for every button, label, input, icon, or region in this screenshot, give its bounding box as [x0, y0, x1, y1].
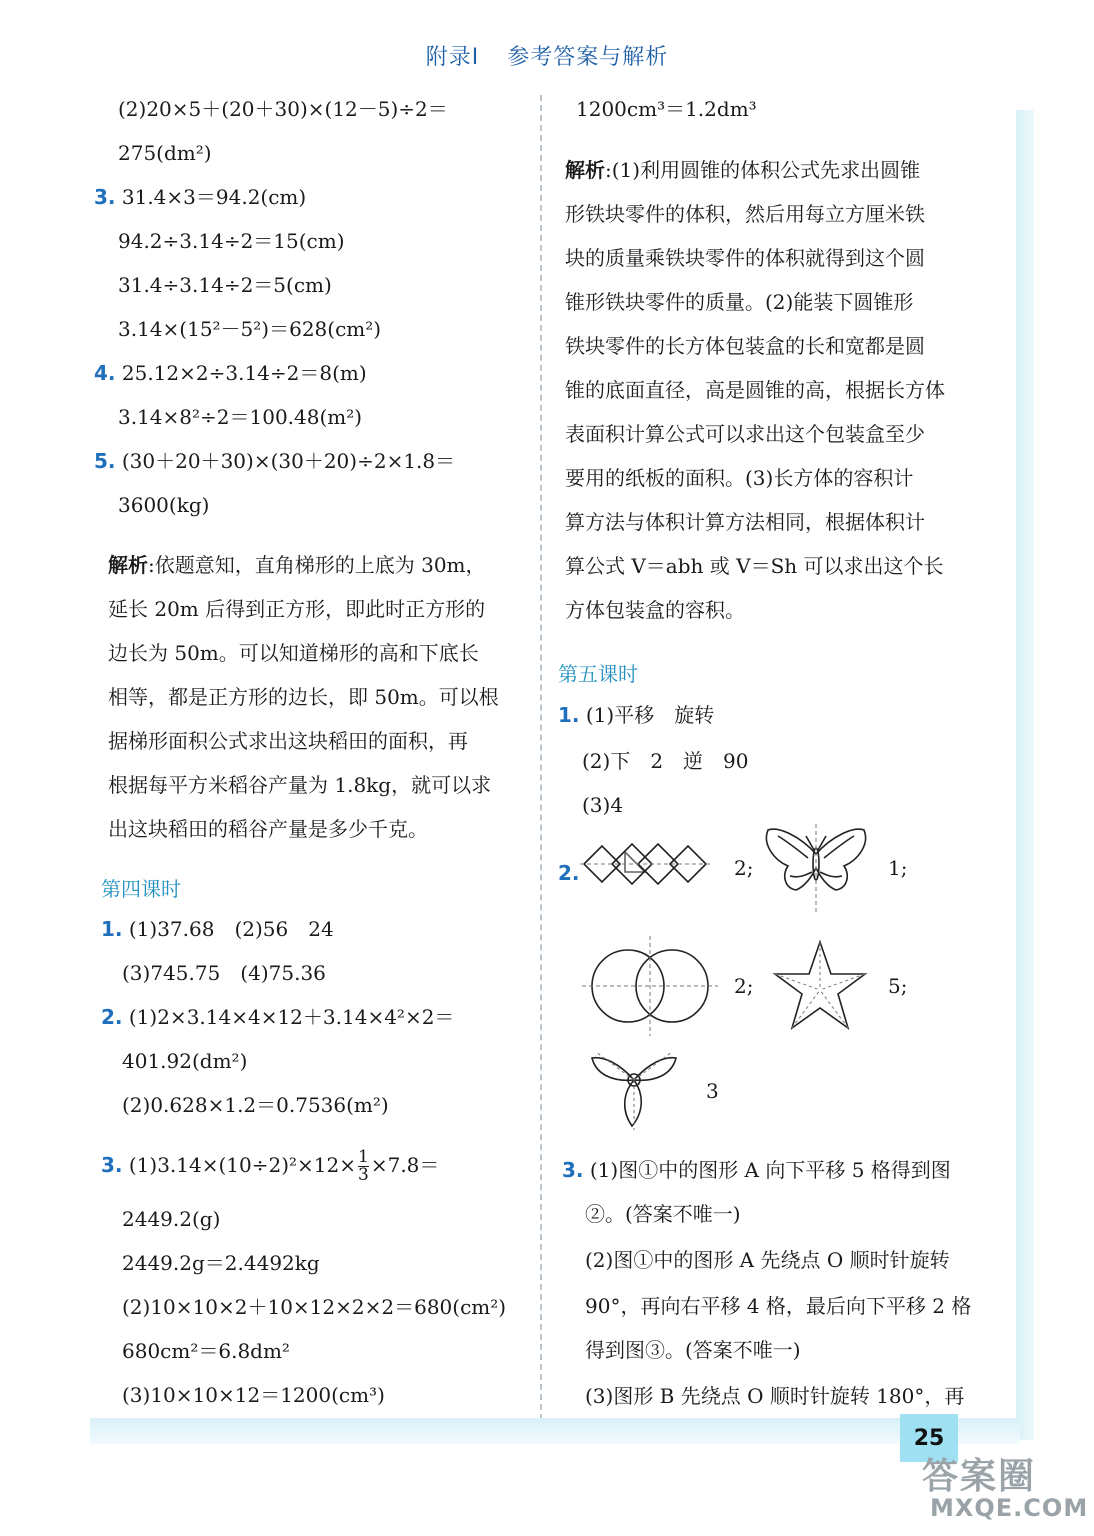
question-number: 4. [94, 361, 116, 385]
watermark-logo: 答案圈 [922, 1456, 1037, 1497]
question-number: 1. [558, 703, 580, 727]
answer-line: 1. (1)平移 旋转 [558, 703, 715, 727]
figure-label: 2; [734, 856, 754, 880]
answer-line: 3600(kg) [118, 493, 210, 517]
question-number: 1. [101, 917, 123, 941]
analysis-text: 相等，都是正方形的边长，即 50m。可以根 [108, 685, 499, 709]
figure-label: 3 [706, 1079, 719, 1103]
answer-line: (2)图①中的图形 A 先绕点 O 顺时针旋转 [585, 1248, 950, 1272]
answer-line: 3. (1)3.14×(10÷2)²×12× $\frac{1}{3}$ ×7.8＝ [101, 1147, 440, 1185]
answer-line: (3)4 [582, 793, 624, 817]
answer-line: (3)745.75 (4)75.36 [122, 961, 326, 985]
answer-line: 1200cm³＝1.2dm³ [576, 97, 757, 121]
answer-line: 680cm²＝6.8dm² [122, 1339, 290, 1363]
figure-label: 1; [888, 856, 908, 880]
answer-line: 得到图③。(答案不唯一) [585, 1338, 801, 1362]
bottom-decoration [90, 1418, 1020, 1444]
analysis-text: 形铁块零件的体积，然后用每立方厘米铁 [565, 202, 925, 226]
answer-line: 3. 31.4×3＝94.2(cm) [94, 185, 307, 209]
analysis-text: 锥形铁块零件的质量。(2)能装下圆锥形 [565, 290, 914, 314]
watermark-url: MXQE.COM [930, 1494, 1089, 1522]
analysis-text: 锥的底面直径，高是圆锥的高，根据长方体 [565, 378, 945, 402]
analysis-text: 要用的纸板的面积。(3)长方体的容积计 [565, 466, 914, 490]
answer-line: ②。(答案不唯一) [585, 1202, 741, 1226]
answer-line: (3)图形 B 先绕点 O 顺时针旋转 180°，再 [585, 1384, 965, 1408]
answer-line: 2. (1)2×3.14×4×12＋3.14×4²×2＝ [101, 1005, 455, 1029]
page-header [0, 40, 1094, 71]
analysis-label: 解析 [565, 158, 605, 182]
answer-line: (2)10×10×2＋10×12×2×2＝680(cm²) [122, 1295, 507, 1319]
analysis-text: 根据每平方米稻谷产量为 1.8kg，就可以求 [108, 773, 492, 797]
answer-line: 5. (30＋20＋30)×(30＋20)÷2×1.8＝ [94, 449, 456, 473]
question-number: 2. [558, 861, 580, 885]
analysis-text: 算方法与体积计算方法相同，根据体积计 [565, 510, 925, 534]
answer-line: 3. (1)图①中的图形 A 向下平移 5 格得到图 [562, 1158, 951, 1182]
answer-line: (2)0.628×1.2＝0.7536(m²) [122, 1093, 389, 1117]
analysis-text: :依题意知，直角梯形的上底为 30m， [148, 553, 486, 577]
answer-line: 4. 25.12×2÷3.14÷2＝8(m) [94, 361, 367, 385]
answer-line: 90°，再向右平移 4 格，最后向下平移 2 格 [585, 1294, 972, 1318]
answer-line: 275(dm²) [118, 141, 212, 165]
analysis-text: 出这块稻田的稻谷产量是多少千克。 [108, 817, 428, 841]
overlapping-circles-figure [582, 936, 718, 1036]
butterfly-figure [760, 824, 872, 914]
analysis-text: 块的质量乘铁块零件的体积就得到这个圆 [565, 246, 925, 270]
column-divider [540, 95, 542, 1430]
page-number: 25 [900, 1414, 958, 1462]
question-number-line [558, 861, 580, 885]
answer-line: (2)20×5＋(20＋30)×(12－5)÷2＝ [118, 97, 448, 121]
question-number: 3. [101, 1153, 123, 1177]
analysis-label: 解析 [108, 553, 148, 577]
answer-line: 31.4÷3.14÷2＝5(cm) [118, 273, 332, 297]
three-petal-figure [586, 1046, 682, 1130]
star-figure [770, 936, 870, 1036]
answer-line: 1. (1)37.68 (2)56 24 [101, 917, 334, 941]
answer-line: 94.2÷3.14÷2＝15(cm) [118, 229, 345, 253]
analysis-text: 表面积计算公式可以求出这个包装盒至少 [565, 422, 925, 446]
analysis-text: 算公式 V＝abh 或 V＝Sh 可以求出这个长 [565, 554, 944, 578]
question-number: 2. [101, 1005, 123, 1029]
header-title: 参考答案与解析 [507, 45, 669, 70]
analysis-text: :(1)利用圆锥的体积公式先求出圆锥 [605, 158, 921, 182]
section-title: 第四课时 [101, 877, 181, 901]
answer-line: 2449.2g＝2.4492kg [122, 1251, 320, 1275]
figure-label: 2; [734, 974, 754, 998]
knot-pattern-figure [580, 838, 710, 890]
analysis-text: 延长 20m 后得到正方形，即此时正方形的 [108, 597, 486, 621]
analysis-text: 铁块零件的长方体包装盒的长和宽都是圆 [565, 334, 925, 358]
fraction: $\frac{1}{3}$ [358, 1147, 369, 1185]
question-number: 5. [94, 449, 116, 473]
answer-line: 3.14×(15²－5²)＝628(cm²) [118, 317, 382, 341]
answer-line: (3)10×10×12＝1200(cm³) [122, 1383, 385, 1407]
header-appendix: 附录Ⅰ [425, 45, 480, 70]
section-title: 第五课时 [558, 662, 638, 686]
answer-line: 2449.2(g) [122, 1207, 221, 1231]
answer-line: 401.92(dm²) [122, 1049, 248, 1073]
answer-line: 3.14×8²÷2＝100.48(m²) [118, 405, 363, 429]
answer-line: (2)下 2 逆 90 [582, 749, 749, 773]
question-number: 3. [562, 1158, 584, 1182]
analysis-text: 据梯形面积公式求出这块稻田的面积，再 [108, 729, 468, 753]
side-decoration [1016, 110, 1034, 1440]
figure-label: 5; [888, 974, 908, 998]
analysis-text: 方体包装盒的容积。 [565, 598, 745, 622]
question-number: 3. [94, 185, 116, 209]
analysis-text: 边长为 50m。可以知道梯形的高和下底长 [108, 641, 479, 665]
